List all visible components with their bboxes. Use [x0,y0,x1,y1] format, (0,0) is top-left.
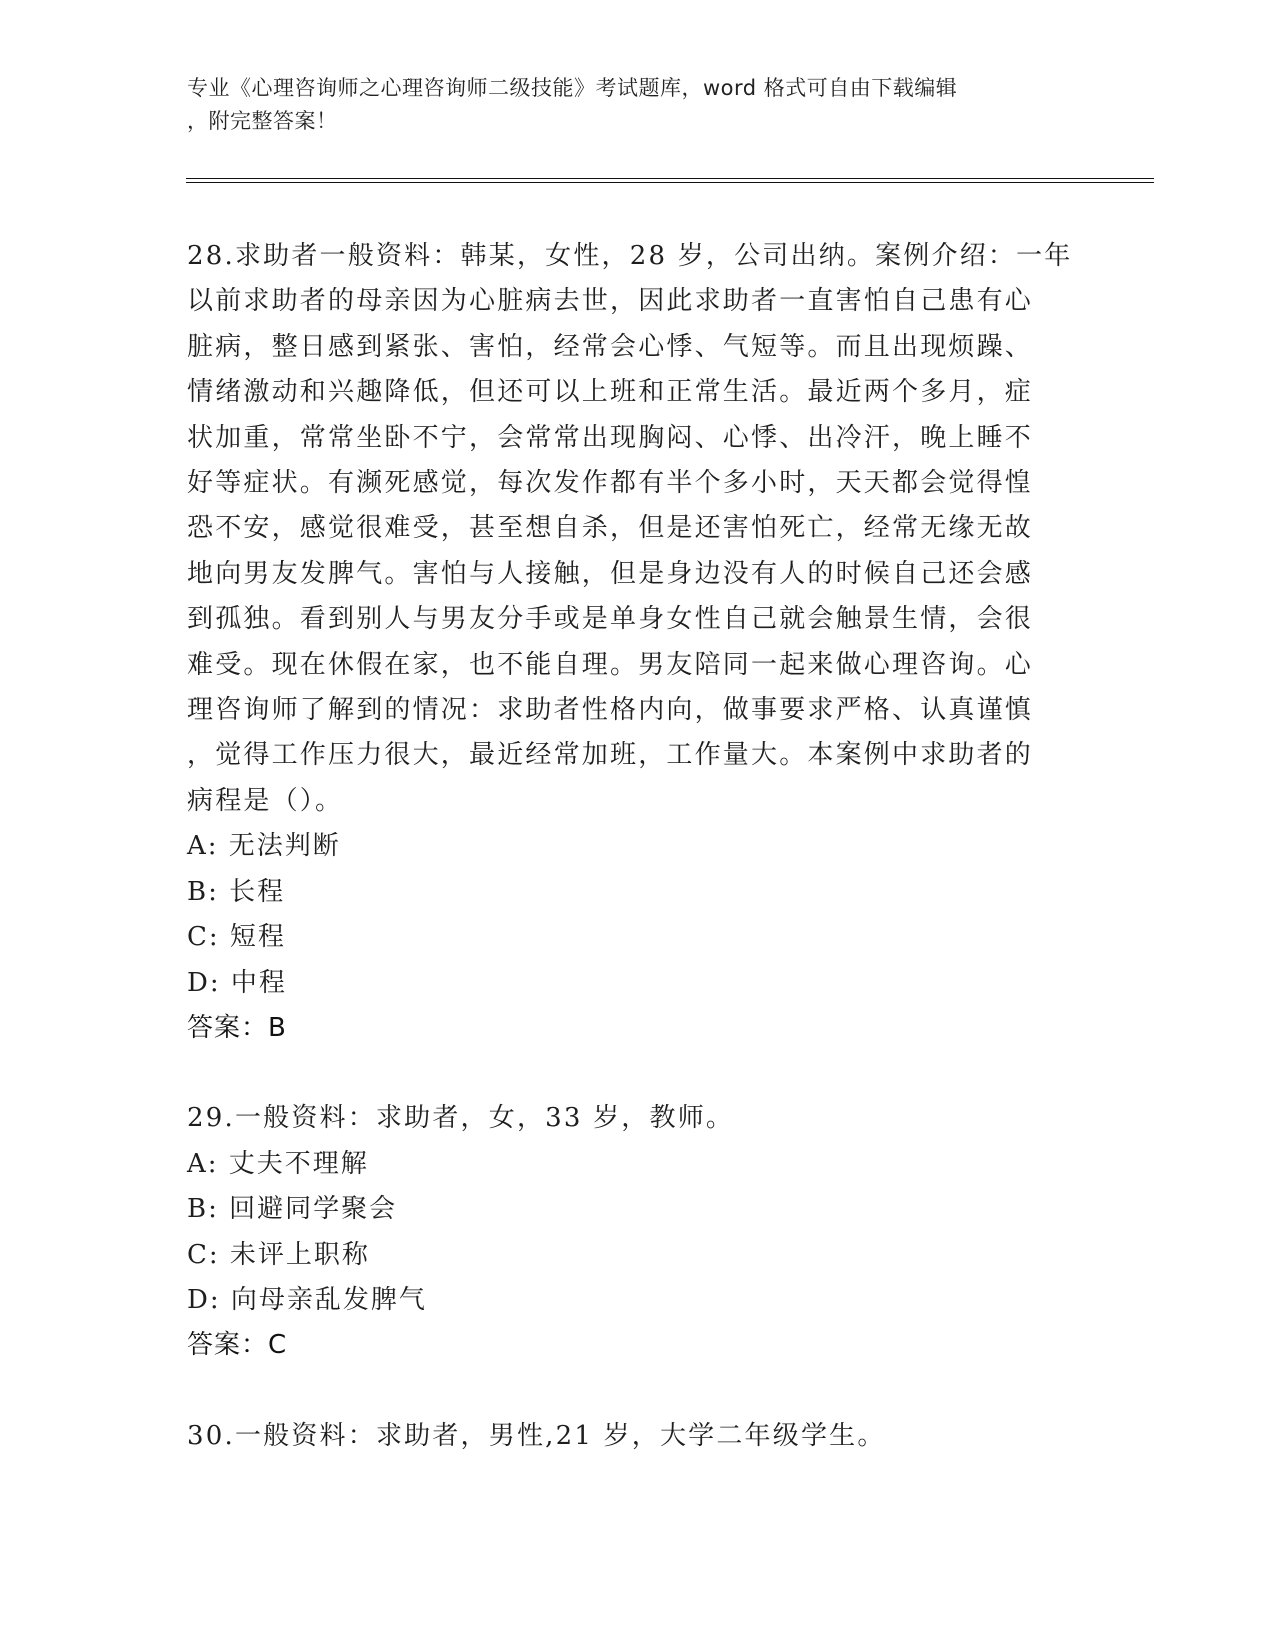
question-text-line: 理咨询师了解到的情况：求助者性格内向，做事要求严格、认真谨慎 [187,695,1034,726]
question-spacer [187,1051,1087,1096]
header-line-2: ，附完整答案！ [187,109,338,133]
question-text-line: 状加重，常常坐卧不宁，会常常出现胸闷、心悸、出冷汗，晚上睡不 [187,422,1034,453]
question-text-line: 病程是（）。 [187,785,344,816]
question-text-line: 30.一般资料：求助者，男性,21 岁，大学二年级学生。 [187,1420,886,1451]
question-text-line: 地向男友发脾气。害怕与人接触，但是身边没有人的时候自己还会感 [187,558,1034,589]
question-text-line: 29.一般资料：求助者，女，33 岁，教师。 [187,1103,735,1134]
header-divider [186,178,1154,183]
question-spacer [187,1369,1087,1414]
questions-list [187,234,1087,1459]
option-c: C: 短程 [187,922,286,953]
question-text-line: 脏病，整日感到紧张、害怕，经常会心悸、气短等。而且出现烦躁、 [187,331,1034,362]
option-c: C: 未评上职称 [187,1239,370,1270]
answer-line: 答案：C [187,1330,288,1361]
option-d: D: 中程 [187,967,287,998]
question-text-line: 到孤独。看到别人与男友分手或是单身女性自己就会触景生情，会很 [187,604,1034,635]
option-a: A: 无法判断 [187,831,341,862]
question-30 [187,1414,1087,1459]
question-text-line: 情绪激动和兴趣降低，但还可以上班和正常生活。最近两个多月，症 [187,377,1034,408]
document-header [187,72,1067,138]
answer-line: 答案：B [187,1012,287,1043]
question-text-line: 28.求助者一般资料：韩某，女性，28 岁，公司出纳。案例介绍：一年 [187,241,1073,271]
option-b: B: 回避同学聚会 [187,1194,398,1225]
question-text-line: 以前求助者的母亲因为心脏病去世，因此求助者一直害怕自己患有心 [187,286,1034,317]
question-text-line: 难受。现在休假在家，也不能自理。男友陪同一起来做心理咨询。心 [187,649,1034,680]
question-text-line: 恐不安，感觉很难受，甚至想自杀，但是还害怕死亡，经常无缘无故 [187,513,1034,544]
option-a: A: 丈夫不理解 [187,1148,369,1179]
question-text-line: 好等症状。有濒死感觉，每次发作都有半个多小时，天天都会觉得惶 [187,468,1034,499]
question-29 [187,1096,1087,1368]
question-28 [187,234,1087,1051]
header-line-1: 专业《心理咨询师之心理咨询师二级技能》考试题库，word 格式可自由下载编辑 [187,76,958,100]
option-b: B: 长程 [187,876,286,907]
question-text-line: ，觉得工作压力很大，最近经常加班，工作量大。本案例中求助者的 [187,740,1034,771]
option-d: D: 向母亲乱发脾气 [187,1284,427,1315]
